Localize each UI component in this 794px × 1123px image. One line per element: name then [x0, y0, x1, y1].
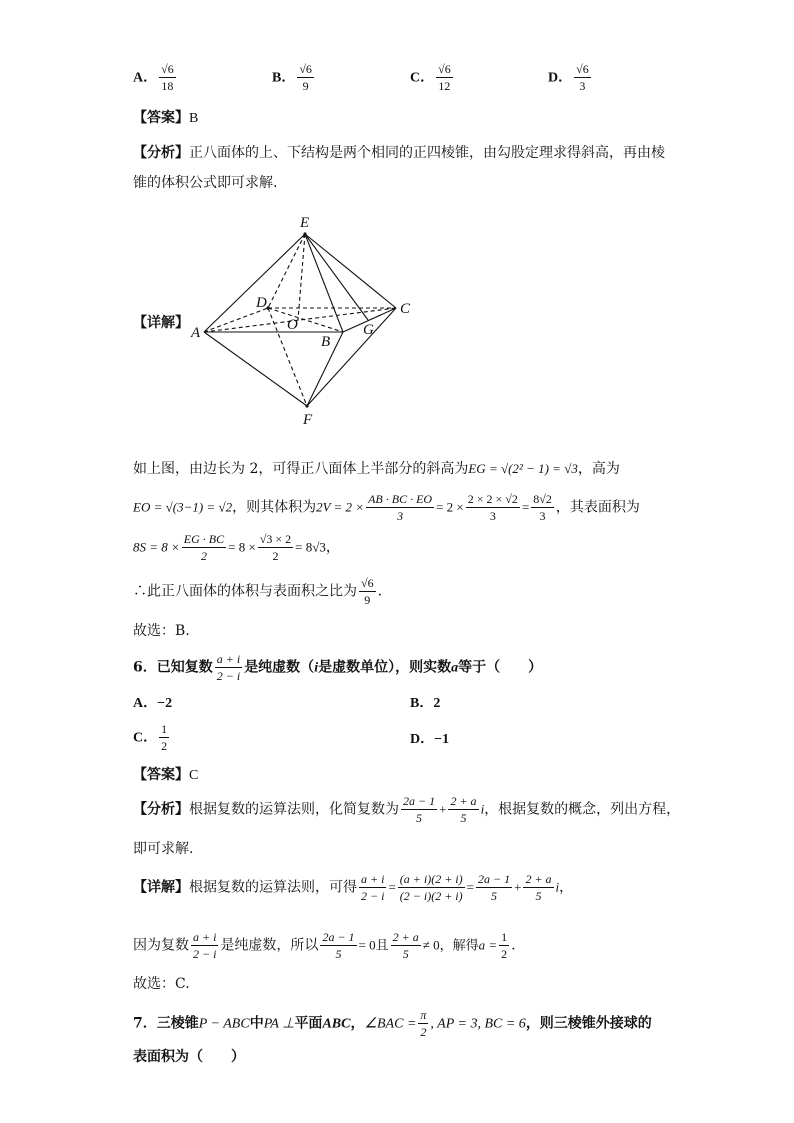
edge-af: [204, 332, 307, 406]
math-var: a =: [478, 937, 498, 953]
edge-db: [268, 308, 343, 332]
q6-analysis-line2: 即可求解.: [133, 841, 194, 857]
because-text: ≠ 0，解得: [422, 937, 479, 953]
analysis-text: 根据复数的运算法则，化简复数为: [189, 801, 399, 818]
q7-stem-line2: 表面积为（ ）: [133, 1049, 245, 1065]
q5-solution-line2: [133, 492, 640, 523]
stem-math: , AP = 3, BC = 6: [430, 1016, 526, 1032]
stem-text: ，则三棱锥外接球的: [525, 1015, 652, 1032]
option-letter: C．: [410, 70, 435, 86]
detail-tag: 【详解】: [133, 879, 189, 896]
option-fraction: [159, 62, 176, 93]
denominator: 2 − i: [361, 889, 385, 903]
math-var: i: [555, 879, 560, 895]
fraction: [359, 576, 376, 607]
option-letter: C．: [133, 730, 158, 746]
solution-text-end: ，: [325, 539, 340, 556]
numerator: √3 × 2: [259, 532, 292, 546]
fraction: [258, 532, 293, 563]
option-value: −2: [157, 696, 173, 711]
q5-solution-line4: [133, 576, 382, 607]
math-result: = 8√3: [295, 539, 326, 555]
denominator: 5: [535, 889, 542, 903]
q6-answer: [133, 764, 198, 784]
fraction: [359, 872, 386, 903]
denominator: 2: [200, 549, 207, 563]
denominator: 2: [501, 947, 508, 961]
q6-stem: [133, 652, 542, 683]
denominator: 3: [579, 79, 586, 93]
q6-choose: 故选：C.: [133, 976, 190, 992]
numerator: √6: [299, 62, 312, 76]
numerator: 8√2: [533, 492, 552, 506]
fraction: [401, 794, 437, 825]
answer-tag: 【答案】: [133, 110, 189, 126]
q7-stem-line1: [133, 1008, 652, 1039]
numerator: 2 × 2 × √2: [467, 492, 518, 506]
stem-text: 中: [249, 1015, 264, 1032]
stem-text: ，: [350, 1015, 365, 1032]
fraction: [159, 722, 169, 753]
numerator: EG · BC: [183, 532, 225, 546]
denominator: 3: [397, 509, 404, 523]
answer-value: B: [189, 111, 199, 126]
q6-because-line: [133, 930, 516, 961]
math-var: i: [480, 801, 485, 817]
solution-text: ，则其体积为: [232, 499, 317, 516]
numerator: 2a − 1: [322, 930, 355, 944]
label-e: E: [300, 215, 310, 231]
because-text: 因为复数: [133, 937, 189, 954]
numerator: 2a − 1: [477, 872, 511, 886]
q5-option-a: [133, 62, 178, 93]
analysis-text: 正八面体的上、下结构是两个相同的正四棱锥，由勾股定理求得斜高，再由棱: [189, 145, 665, 161]
denominator: 2: [272, 549, 279, 563]
option-letter: B．: [272, 70, 296, 86]
stem-var: i: [314, 660, 319, 676]
octahedron-figure: [190, 208, 420, 430]
fraction: [182, 532, 226, 563]
math-2v: 2V = 2 ×: [316, 499, 365, 515]
stem-math: P − ABC: [198, 1016, 250, 1032]
math-op: +: [439, 801, 447, 817]
vertex-f-dot: [305, 404, 308, 407]
numerator: √6: [361, 576, 374, 590]
label-f: F: [303, 412, 313, 428]
option-letter: D．: [548, 70, 573, 86]
q6-option-a: [133, 692, 172, 712]
label-o: O: [287, 317, 298, 333]
math-op: = 8 ×: [228, 539, 256, 555]
fraction: [191, 930, 218, 961]
q5-choose: 故选：B.: [133, 623, 190, 639]
because-text-end: .: [511, 937, 516, 954]
fraction: [448, 794, 478, 825]
numerator: 2a − 1: [403, 794, 436, 808]
stem-text: 等于（ ）: [458, 659, 543, 676]
option-value: −1: [434, 732, 450, 747]
numerator: π: [420, 1008, 427, 1022]
analysis-tag: 【分析】: [133, 801, 189, 818]
numerator: 1: [501, 930, 508, 944]
label-a: A: [191, 325, 201, 341]
fraction: [320, 930, 356, 961]
option-fraction: [574, 62, 591, 93]
denominator: 3: [539, 509, 546, 523]
numerator: a + i: [216, 652, 241, 666]
q5-detail-tag: [133, 312, 189, 332]
edge-cf: [307, 308, 396, 406]
stem-text: 6．已知复数: [133, 659, 213, 676]
stem-math: PA ⊥: [263, 1016, 295, 1032]
option-letter: D．: [410, 732, 435, 747]
fraction: [391, 930, 421, 961]
q6-option-b: [410, 692, 440, 712]
numerator: (a + i)(2 + i): [399, 872, 463, 886]
q5-solution-line3: [133, 532, 340, 563]
fraction: [466, 492, 520, 523]
solution-text-end: ，其表面积为: [555, 499, 640, 516]
label-b: B: [321, 334, 331, 350]
option-fraction: [436, 62, 453, 93]
fraction: [215, 652, 242, 683]
vertex-e-dot: [303, 232, 306, 235]
denominator: 5: [416, 811, 423, 825]
option-fraction: [297, 62, 314, 93]
analysis-text: ，根据复数的概念，列出方程，: [484, 801, 681, 818]
because-text: = 0且: [358, 937, 389, 953]
numerator: AB · BC · EO: [368, 492, 433, 506]
math-8s: 8S = 8 ×: [133, 539, 180, 555]
denominator: 9: [302, 79, 309, 93]
stem-text: 7．三棱锥: [133, 1015, 199, 1032]
q5-analysis-line2: 锥的体积公式即可求解.: [133, 175, 278, 191]
denominator: 12: [438, 79, 451, 93]
detail-tag: 【详解】: [133, 315, 189, 331]
denominator: 3: [489, 509, 496, 523]
option-letter: A．: [133, 70, 158, 86]
label-g: G: [363, 322, 374, 338]
solution-text: 如上图，由边长为 2，可得正八面体上半部分的斜高为: [133, 461, 469, 477]
fraction: [499, 930, 509, 961]
numerator: √6: [576, 62, 589, 76]
stem-math: ABC: [322, 1016, 351, 1032]
solution-text-end: .: [377, 583, 383, 600]
denominator: 9: [364, 593, 371, 607]
numerator: a + i: [193, 930, 217, 944]
detail-text: 根据复数的运算法则，可得: [189, 879, 357, 896]
fraction: [366, 492, 434, 523]
solution-math: EG = √(2² − 1) = √3: [468, 461, 578, 476]
denominator: 5: [335, 947, 342, 961]
q5-analysis-line1: [133, 142, 665, 162]
stem-math: ∠BAC =: [364, 1016, 417, 1032]
edge-ad: [204, 308, 268, 332]
math-op: =: [388, 879, 396, 895]
denominator: 18: [161, 79, 174, 93]
denominator: 2: [420, 1025, 427, 1039]
math-op: =: [521, 499, 530, 515]
math-eo: EO = √(3−1) = √2: [133, 499, 233, 515]
stem-text: 平面: [294, 1015, 323, 1032]
numerator: 2 + a: [525, 872, 552, 886]
fraction: [531, 492, 554, 523]
math-op: +: [514, 879, 522, 895]
q5-option-d: [548, 62, 593, 93]
q5-option-c: [410, 62, 455, 93]
q5-answer: [133, 107, 198, 127]
denominator: 2 − i: [193, 947, 217, 961]
stem-text: 是虚数单位），则实数: [318, 659, 452, 676]
numerator: 2 + a: [450, 794, 477, 808]
fraction: [418, 1008, 428, 1039]
q6-detail-line: [133, 872, 573, 903]
fraction: [523, 872, 553, 903]
answer-value: C: [189, 768, 199, 783]
label-c: C: [400, 301, 411, 317]
denominator: 5: [460, 811, 467, 825]
analysis-tag: 【分析】: [133, 145, 189, 161]
stem-text: 是纯虚数（: [244, 659, 315, 676]
denominator: 5: [491, 889, 498, 903]
q5-option-b: [272, 62, 316, 93]
answer-tag: 【答案】: [133, 767, 189, 783]
denominator: 2 − i: [216, 669, 241, 683]
denominator: (2 − i)(2 + i): [399, 889, 463, 903]
numerator: a + i: [361, 872, 385, 886]
denominator: 5: [402, 947, 409, 961]
vertex-d-dot: [266, 306, 269, 309]
q5-solution-line1: [133, 458, 620, 478]
q6-option-d: [410, 728, 449, 748]
option-letter: A．: [133, 696, 158, 711]
numerator: √6: [438, 62, 451, 76]
solution-text: ∴此正八面体的体积与表面积之比为: [133, 583, 357, 600]
option-letter: B．: [410, 696, 434, 711]
numerator: 2 + a: [392, 930, 419, 944]
q6-option-c: [133, 722, 171, 753]
label-d: D: [256, 295, 267, 311]
q6-analysis-line1: [133, 794, 680, 825]
stem-var: a: [451, 660, 459, 676]
fraction: [398, 872, 465, 903]
solution-text-end: ，高为: [577, 461, 620, 477]
detail-text-end: ，: [559, 879, 574, 896]
math-op: =: [466, 879, 474, 895]
math-op: = 2 ×: [436, 499, 464, 515]
numerator: 1: [161, 722, 168, 736]
because-text: 是纯虚数，所以: [220, 937, 319, 954]
numerator: √6: [161, 62, 174, 76]
denominator: 2: [161, 739, 168, 753]
fraction: [476, 872, 512, 903]
option-value: 2: [433, 696, 441, 711]
